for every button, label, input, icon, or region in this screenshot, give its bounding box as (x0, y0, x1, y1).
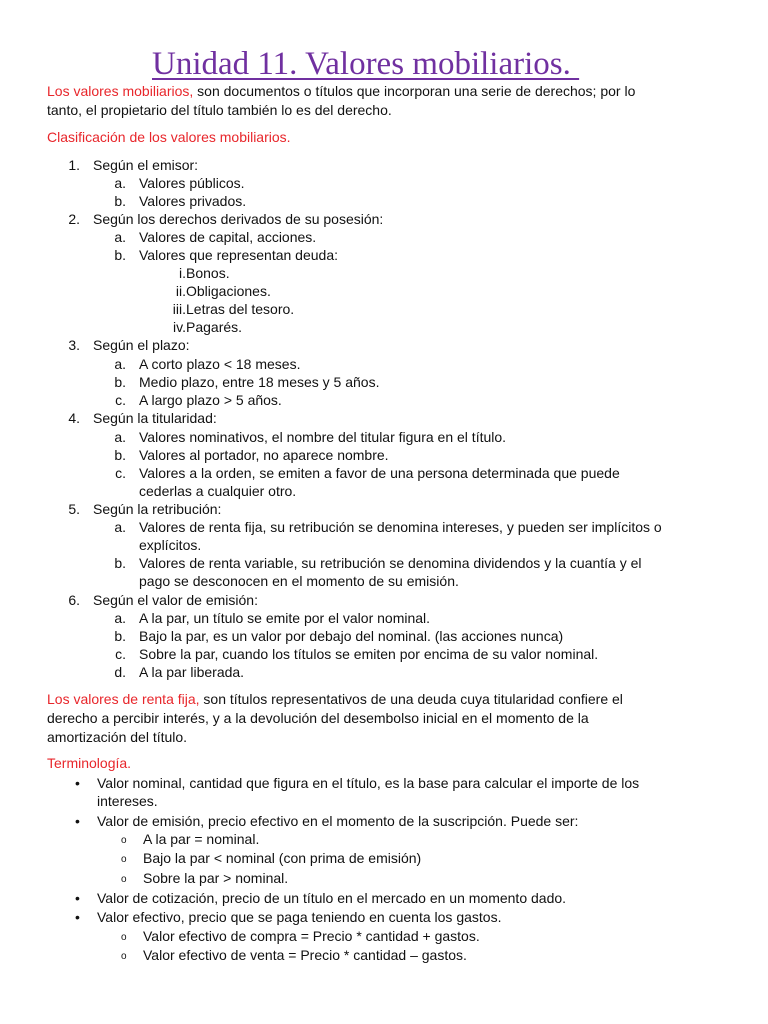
list-item-marker: c. (115, 465, 126, 481)
term-item-text: Valor de cotización, precio de un título en el mercado en un momento dado. (97, 890, 567, 906)
bullet-icon: • (75, 775, 80, 791)
list-item-marker: 4. (68, 410, 80, 426)
list-item-text: Valores de capital, acciones. (139, 229, 317, 245)
renta-fija-paragraph (47, 690, 727, 747)
list-item-text: Según los derechos derivados de su posesión: (93, 211, 384, 227)
list-item-marker: b. (114, 247, 126, 263)
list-item-text: A corto plazo < 18 meses. (139, 356, 301, 372)
intro-line1: son documentos o títulos que incorporan una serie de derechos; por lo (193, 83, 636, 99)
list-item-marker: b. (114, 374, 126, 390)
list-item-marker: a. (114, 175, 126, 191)
list-item-text: Valores públicos. (139, 175, 245, 191)
list-item-marker: 5. (68, 501, 80, 517)
intro-paragraph (47, 82, 727, 120)
list-item-text: Bajo la par, es un valor por debajo del nominal. (las acciones nunca) (139, 628, 564, 644)
list-item-text: Según la titularidad: (93, 410, 217, 426)
list-item-text: Sobre la par, cuando los títulos se emiten por encima de su valor nominal. (139, 646, 599, 662)
list-item-marker: a. (114, 229, 126, 245)
list-item-text: pago se desconocen en el momento de su emisión. (139, 573, 459, 589)
list-item-text: Valores de renta variable, su retribución se denomina dividendos y la cuantía y el (139, 555, 642, 571)
list-item-marker: i. (179, 265, 186, 281)
renta-fija-term: Los valores de renta fija, (47, 691, 200, 707)
sub-bullet-icon: o (121, 874, 127, 885)
list-item-marker: c. (115, 392, 126, 408)
list-item-marker: a. (114, 610, 126, 626)
renta-fija-line1: son títulos representativos de una deuda cuya titularidad confiere el (199, 691, 623, 707)
list-item-text: Obligaciones. (186, 283, 271, 299)
list-item-text: Según la retribución: (93, 501, 222, 517)
list-item-marker: b. (114, 628, 126, 644)
term-item-text: intereses. (97, 793, 158, 809)
list-item-marker: b. (114, 555, 126, 571)
term-item-text: Sobre la par > nominal. (143, 870, 289, 886)
list-item-marker: a. (114, 356, 126, 372)
bullet-icon: • (75, 813, 80, 829)
bullet-icon: • (75, 890, 80, 906)
list-item-text: Letras del tesoro. (186, 301, 295, 317)
page-title: Unidad 11. Valores mobiliarios. (152, 46, 580, 82)
list-item-text: Valores privados. (139, 193, 247, 209)
sub-bullet-icon: o (121, 835, 127, 846)
list-item-text: Según el valor de emisión: (93, 592, 258, 608)
list-item-text: Valores que representan deuda: (139, 247, 338, 263)
sub-bullet-icon: o (121, 854, 127, 865)
term-item-text: Valor nominal, cantidad que figura en el título, es la base para calcular el importe de los (97, 775, 640, 791)
list-item-text: Según el plazo: (93, 337, 190, 353)
list-item-text: Medio plazo, entre 18 meses y 5 años. (139, 374, 380, 390)
list-item-text: A la par, un título se emite por el valor nominal. (139, 610, 431, 626)
list-item-marker: iv. (173, 319, 186, 335)
intro-line2: tanto, el propietario del título también lo es del derecho. (47, 102, 392, 118)
term-item-text: A la par = nominal. (143, 831, 260, 847)
list-item-marker: d. (114, 664, 126, 680)
list-item-text: Valores al portador, no aparece nombre. (139, 447, 389, 463)
list-item-text: A la par liberada. (139, 664, 245, 680)
term-item-text: Valor efectivo, precio que se paga teniendo en cuenta los gastos. (97, 909, 502, 925)
list-item-marker: 1. (68, 157, 80, 173)
sub-bullet-icon: o (121, 932, 127, 943)
list-item-marker: a. (114, 429, 126, 445)
list-item-text: Pagarés. (186, 319, 243, 335)
list-item-marker: b. (114, 193, 126, 209)
list-item-text: Valores a la orden, se emiten a favor de una persona determinada que puede (139, 465, 620, 481)
list-item-marker: 2. (68, 211, 80, 227)
list-item-marker: c. (115, 646, 126, 662)
list-item-text: Según el emisor: (93, 157, 199, 173)
list-item-marker: b. (114, 447, 126, 463)
list-item-marker: 6. (68, 592, 80, 608)
list-item-marker: ii. (175, 283, 186, 299)
list-item-text: Bonos. (186, 265, 230, 281)
term-item-text: Valor de emisión, precio efectivo en el momento de la suscripción. Puede ser: (97, 813, 579, 829)
term-item-text: Bajo la par < nominal (con prima de emisión) (143, 850, 422, 866)
bullet-icon: • (75, 909, 80, 925)
clasificacion-heading: Clasificación de los valores mobiliarios. (47, 129, 291, 145)
list-item-marker: 3. (68, 337, 80, 353)
list-item-marker: iii. (172, 301, 186, 317)
list-item-text: cederlas a cualquier otro. (139, 483, 297, 499)
term-item-text: Valor efectivo de venta = Precio * cantidad – gastos. (143, 947, 467, 963)
list-item-text: Valores de renta fija, su retribución se denomina intereses, y pueden ser implícitos o (139, 519, 662, 535)
renta-fija-line2: derecho a percibir interés, y a la devolución del desembolso inicial en el momento de la (47, 710, 589, 726)
list-item-text: explícitos. (139, 537, 202, 553)
intro-term: Los valores mobiliarios, (47, 83, 194, 99)
list-item-marker: a. (114, 519, 126, 535)
term-item-text: Valor efectivo de compra = Precio * cantidad + gastos. (143, 928, 480, 944)
renta-fija-line3: amortización del título. (47, 729, 188, 745)
list-item-text: A largo plazo > 5 años. (139, 392, 282, 408)
list-item-text: Valores nominativos, el nombre del titular figura en el título. (139, 429, 507, 445)
sub-bullet-icon: o (121, 951, 127, 962)
terminologia-heading: Terminología. (47, 755, 132, 771)
